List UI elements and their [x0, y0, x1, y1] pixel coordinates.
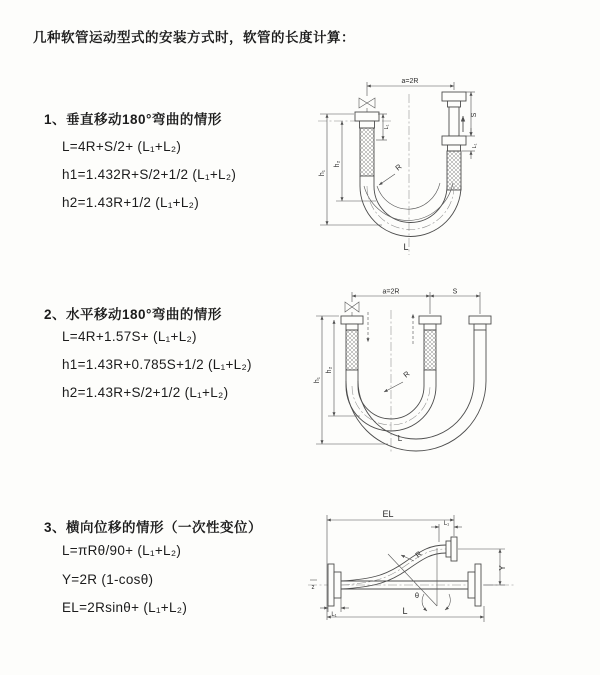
right-collar-lower: [448, 145, 461, 151]
dim-label-length: L: [403, 242, 409, 252]
dim-label-el: EL: [382, 509, 394, 519]
section-3-formula-Y: Y=2R (1-cosθ): [62, 572, 154, 587]
dim-label-fitting-top: L₁: [443, 521, 450, 527]
left-flange-collar: [346, 324, 358, 330]
diagram-vertical-180-bend: [312, 74, 580, 258]
angle-label: θ: [414, 591, 420, 600]
section-2-formula-h2: h2=1.43R+S/2+1/2 (L₁+L₂): [62, 385, 229, 400]
dim-label-fitting: L₁: [472, 143, 478, 149]
section-2-heading: 2、水平移动180°弯曲的情形: [44, 307, 222, 322]
section-2-formula-L: L=4R+1.57S+ (L₁+L₂): [62, 329, 197, 344]
right-flange-plate: [475, 564, 481, 606]
radius-leader-arrow: [384, 382, 403, 392]
hose-displaced-position: [341, 545, 446, 589]
hose-u-bend-positions: [346, 330, 486, 451]
right-flange-collar: [468, 572, 475, 598]
dim-label-stroke: S: [471, 112, 478, 118]
section-1-formula-L: L=4R+S/2+ (L₁+L₂): [62, 139, 182, 154]
dim-label-h2: h₂: [326, 366, 333, 374]
middle-braid-section: [424, 330, 436, 370]
dim-label-length: L: [397, 434, 403, 443]
radius-label: R: [401, 369, 412, 380]
dim-label-h1: h₁: [314, 376, 321, 384]
section-3-formula-EL: EL=2Rsinθ+ (L₁+L₂): [62, 600, 188, 615]
dim-label-y: Y: [498, 565, 507, 571]
left-braid-section: [346, 330, 358, 370]
dim-label-length: L: [402, 606, 408, 616]
right-pipe-body: [449, 107, 459, 136]
middle-flange-nut: [419, 316, 441, 324]
left-braid-section: [360, 128, 374, 176]
datum-mark: z: [311, 585, 315, 591]
radius-leader-arrow: [379, 174, 395, 185]
left-flange-plate: [328, 564, 334, 606]
left-flange-nut: [341, 316, 363, 324]
diagram-lateral-displacement: [300, 502, 592, 660]
section-3-formula-L: L=πRθ/90+ (L₁+L₂): [62, 543, 182, 558]
diagram-horizontal-180-bend: [310, 286, 594, 456]
page-title: 几种软管运动型式的安装方式时，软管的长度计算：: [33, 30, 355, 45]
dim-label-width: a=2R: [401, 78, 419, 85]
right-flange-collar: [474, 324, 486, 330]
section-3-heading: 3、横向位移的情形（一次性变位）: [44, 520, 263, 535]
section-1-heading: 1、垂直移动180°弯曲的情形: [44, 112, 222, 127]
radius-label: R: [393, 162, 404, 173]
section-2-formula-h1: h1=1.43R+0.785S+1/2 (L₁+L₂): [62, 357, 252, 372]
right-flange-nut-lower: [442, 136, 466, 145]
left-flange-nut: [355, 112, 379, 121]
dim-label-h2: h₂: [334, 160, 341, 168]
valve-icon: [345, 302, 359, 316]
dim-label-h1: h₁: [319, 169, 326, 177]
section-1-formula-h2: h2=1.43R+1/2 (L₁+L₂): [62, 195, 200, 210]
dim-label-stroke: S: [452, 288, 458, 296]
valve-icon: [359, 98, 375, 112]
right-flange-nut-upper: [442, 92, 466, 101]
displaced-flange-plate: [451, 537, 457, 561]
dim-label-fitting-left: L₁: [331, 612, 337, 618]
right-flange-nut: [469, 316, 491, 324]
right-collar-upper: [448, 101, 461, 107]
radius-label: R: [413, 549, 424, 560]
hose-u-bend: [360, 176, 461, 237]
section-1-formula-h1: h1=1.432R+S/2+1/2 (L₁+L₂): [62, 167, 237, 182]
dim-label-fitting-left: L₁: [384, 124, 390, 130]
displaced-collar: [446, 541, 451, 557]
dim-label-width: a=2R: [382, 288, 400, 296]
middle-flange-collar: [424, 324, 436, 330]
left-flange-collar: [334, 572, 341, 598]
left-flange-collar: [360, 121, 375, 128]
right-braid-section: [447, 151, 461, 190]
